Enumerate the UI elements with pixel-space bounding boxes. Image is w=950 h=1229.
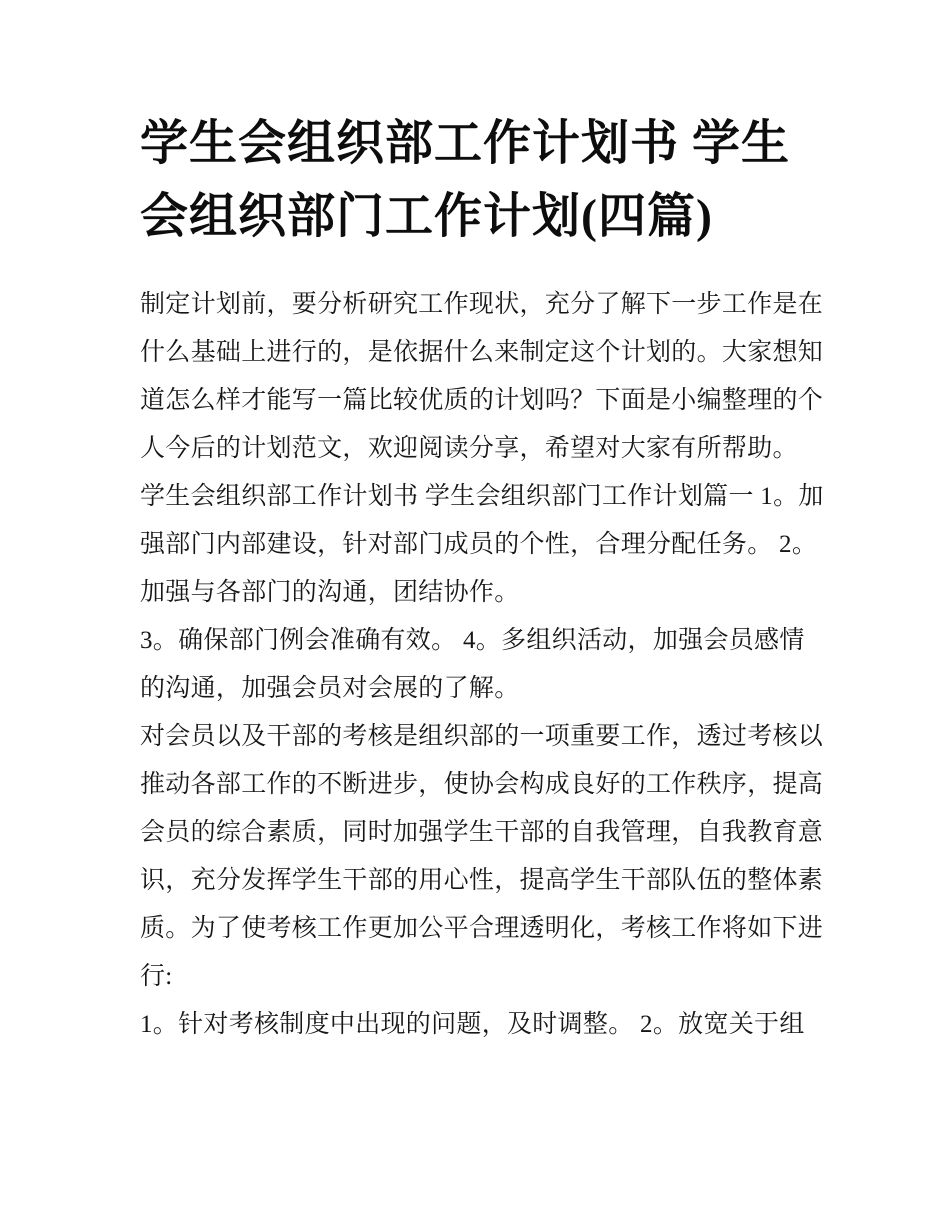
body-line: 强部门内部建设，针对部门成员的个性，合理分配任务。 2。 [140,531,818,558]
body-line: 道怎么样才能写一篇比较优质的计划吗？下面是小编整理的个 [140,387,824,414]
paragraph-assessment [140,713,824,1001]
document-title [140,107,820,253]
body-line: 人今后的计划范文，欢迎阅读分享，希望对大家有所帮助。 [140,435,798,462]
body-line: 的沟通，加强会员对会展的了解。 [140,675,520,702]
paragraph-plan-part2 [140,617,820,713]
body-line: 什么基础上进行的，是依据什么来制定这个计划的。大家想知 [140,339,824,366]
body-line: 加强与各部门的沟通，团结协作。 [140,579,520,606]
document-body [140,281,824,1049]
body-line: 3。确保部门例会准确有效。 4。多组织活动，加强会员感情 [140,627,805,654]
body-line: 会员的综合素质，同时加强学生干部的自我管理，自我教育意 [140,819,824,846]
body-line: 对会员以及干部的考核是组织部的一项重要工作，透过考核以 [140,723,824,750]
paragraph-intro [140,281,824,473]
title-line: 学生会组织部工作计划书 学生 [140,117,791,170]
paragraph-plan-part1 [140,473,824,617]
body-line: 学生会组织部工作计划书 学生会组织部门工作计划篇一 1。加 [140,483,824,510]
paragraph-measures [140,1001,820,1049]
body-line: 行: [140,963,173,990]
body-line: 质。为了使考核工作更加公平合理透明化，考核工作将如下进 [140,915,824,942]
body-line: 推动各部工作的不断进步，使协会构成良好的工作秩序，提高 [140,771,824,798]
body-line: 制定计划前，要分析研究工作现状，充分了解下一步工作是在 [140,291,824,318]
body-line: 识，充分发挥学生干部的用心性，提高学生干部队伍的整体素 [140,867,824,894]
body-line: 1。针对考核制度中出现的问题，及时调整。 2。放宽关于组 [140,1011,805,1038]
title-line: 会组织部门工作计划(四篇) [140,190,713,243]
